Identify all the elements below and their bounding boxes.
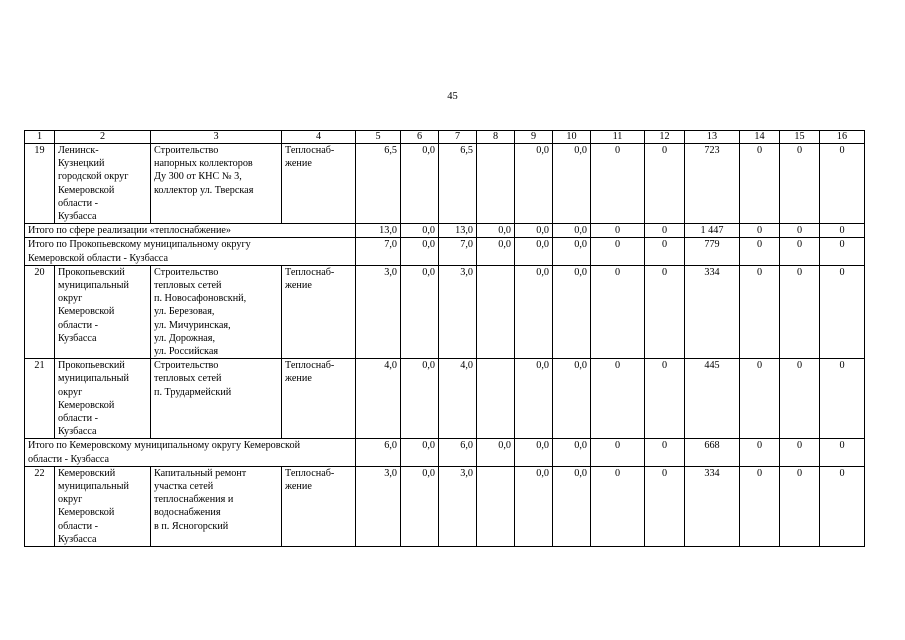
value-cell-v6: 0,0: [401, 466, 439, 546]
row-number: 19: [25, 144, 55, 224]
value-cell-v6: 0,0: [401, 224, 439, 238]
total-label: Итого по Кемеровскому муниципальному округу Кемеровской области - Кузбасса: [25, 439, 356, 466]
header-cell: 5: [356, 131, 401, 144]
row-number: 21: [25, 359, 55, 439]
value-cell-v15: 0: [780, 265, 820, 358]
value-cell-v16: 0: [820, 238, 865, 265]
value-cell-v5: 4,0: [356, 359, 401, 439]
value-cell-v12: 0: [645, 439, 685, 466]
action-cell: Строительство тепловых сетей п. Трудармейский: [151, 359, 282, 439]
header-cell: 2: [55, 131, 151, 144]
sphere-cell: Теплоснаб- жение: [282, 359, 356, 439]
value-cell-v6: 0,0: [401, 144, 439, 224]
value-cell-v8: 0,0: [477, 439, 515, 466]
value-cell-v15: 0: [780, 466, 820, 546]
header-cell: 7: [439, 131, 477, 144]
value-cell-v11: 0: [591, 439, 645, 466]
value-cell-v15: 0: [780, 439, 820, 466]
sphere-cell: Теплоснаб- жение: [282, 144, 356, 224]
value-cell-v13: 334: [685, 466, 740, 546]
value-cell-v9: 0,0: [515, 224, 553, 238]
value-cell-v11: 0: [591, 238, 645, 265]
value-cell-v12: 0: [645, 265, 685, 358]
value-cell-v13: 779: [685, 238, 740, 265]
header-cell: 1: [25, 131, 55, 144]
value-cell-v10: 0,0: [553, 144, 591, 224]
value-cell-v7: 13,0: [439, 224, 477, 238]
value-cell-v9: 0,0: [515, 466, 553, 546]
header-row: [25, 131, 865, 144]
header-cell: 13: [685, 131, 740, 144]
value-cell-v9: 0,0: [515, 144, 553, 224]
value-cell-v14: 0: [740, 144, 780, 224]
value-cell-v14: 0: [740, 359, 780, 439]
value-cell-v6: 0,0: [401, 359, 439, 439]
page-number: 45: [447, 91, 458, 102]
value-cell-v11: 0: [591, 144, 645, 224]
header-cell: 14: [740, 131, 780, 144]
value-cell-v13: 723: [685, 144, 740, 224]
header-cell: 8: [477, 131, 515, 144]
action-cell: Капитальный ремонт участка сетей теплоснабжения и водоснабжения в п. Ясногорский: [151, 466, 282, 546]
value-cell-v7: 7,0: [439, 238, 477, 265]
value-cell-v9: 0,0: [515, 238, 553, 265]
value-cell-v10: 0,0: [553, 466, 591, 546]
value-cell-v5: 6,5: [356, 144, 401, 224]
header-cell: 10: [553, 131, 591, 144]
value-cell-v8: 0,0: [477, 224, 515, 238]
value-cell-v6: 0,0: [401, 439, 439, 466]
header-cell: 6: [401, 131, 439, 144]
table-body: [25, 131, 865, 547]
header-cell: 3: [151, 131, 282, 144]
value-cell-v11: 0: [591, 466, 645, 546]
value-cell-v9: 0,0: [515, 439, 553, 466]
action-cell: Строительство напорных коллекторов Ду 300 от КНС № 3, коллектор ул. Тверская: [151, 144, 282, 224]
municipality-cell: Ленинск- Кузнецкий городской округ Кемеровской области - Кузбасса: [55, 144, 151, 224]
value-cell-v12: 0: [645, 224, 685, 238]
header-cell: 4: [282, 131, 356, 144]
value-cell-v10: 0,0: [553, 265, 591, 358]
value-cell-v14: 0: [740, 238, 780, 265]
value-cell-v12: 0: [645, 144, 685, 224]
table-row: [25, 359, 865, 439]
value-cell-v7: 3,0: [439, 265, 477, 358]
total-row: [25, 224, 865, 238]
value-cell-v5: 7,0: [356, 238, 401, 265]
value-cell-v8: [477, 265, 515, 358]
total-row: [25, 238, 865, 265]
value-cell-v12: 0: [645, 466, 685, 546]
sphere-cell: Теплоснаб- жение: [282, 466, 356, 546]
value-cell-v9: 0,0: [515, 359, 553, 439]
value-cell-v9: 0,0: [515, 265, 553, 358]
value-cell-v10: 0,0: [553, 238, 591, 265]
value-cell-v10: 0,0: [553, 359, 591, 439]
value-cell-v5: 3,0: [356, 466, 401, 546]
table-row: [25, 466, 865, 546]
value-cell-v15: 0: [780, 224, 820, 238]
value-cell-v11: 0: [591, 224, 645, 238]
value-cell-v8: [477, 359, 515, 439]
value-cell-v15: 0: [780, 144, 820, 224]
value-cell-v14: 0: [740, 265, 780, 358]
value-cell-v16: 0: [820, 439, 865, 466]
value-cell-v10: 0,0: [553, 439, 591, 466]
value-cell-v13: 668: [685, 439, 740, 466]
value-cell-v14: 0: [740, 224, 780, 238]
data-table: [24, 130, 865, 547]
value-cell-v16: 0: [820, 144, 865, 224]
value-cell-v15: 0: [780, 238, 820, 265]
header-cell: 9: [515, 131, 553, 144]
table-row: [25, 144, 865, 224]
value-cell-v12: 0: [645, 238, 685, 265]
value-cell-v14: 0: [740, 466, 780, 546]
table-row: [25, 265, 865, 358]
value-cell-v5: 13,0: [356, 224, 401, 238]
value-cell-v8: [477, 466, 515, 546]
value-cell-v15: 0: [780, 359, 820, 439]
value-cell-v12: 0: [645, 359, 685, 439]
value-cell-v13: 334: [685, 265, 740, 358]
value-cell-v11: 0: [591, 359, 645, 439]
value-cell-v7: 6,0: [439, 439, 477, 466]
value-cell-v14: 0: [740, 439, 780, 466]
value-cell-v11: 0: [591, 265, 645, 358]
value-cell-v5: 6,0: [356, 439, 401, 466]
value-cell-v7: 6,5: [439, 144, 477, 224]
value-cell-v5: 3,0: [356, 265, 401, 358]
value-cell-v13: 1 447: [685, 224, 740, 238]
value-cell-v16: 0: [820, 359, 865, 439]
header-cell: 15: [780, 131, 820, 144]
municipality-cell: Прокопьевский муниципальный округ Кемеровской области - Кузбасса: [55, 265, 151, 358]
value-cell-v8: 0,0: [477, 238, 515, 265]
municipality-cell: Прокопьевский муниципальный округ Кемеровской области - Кузбасса: [55, 359, 151, 439]
value-cell-v7: 3,0: [439, 466, 477, 546]
value-cell-v16: 0: [820, 224, 865, 238]
row-number: 22: [25, 466, 55, 546]
header-cell: 11: [591, 131, 645, 144]
header-cell: 16: [820, 131, 865, 144]
municipality-cell: Кемеровский муниципальный округ Кемеровской области - Кузбасса: [55, 466, 151, 546]
value-cell-v10: 0,0: [553, 224, 591, 238]
value-cell-v16: 0: [820, 265, 865, 358]
value-cell-v8: [477, 144, 515, 224]
value-cell-v7: 4,0: [439, 359, 477, 439]
row-number: 20: [25, 265, 55, 358]
action-cell: Строительство тепловых сетей п. Новосафоновскнй, ул. Березовая, ул. Мичуринская, ул. Дорожная, ул. Российская: [151, 265, 282, 358]
total-row: [25, 439, 865, 466]
total-label: Итого по Прокопьевскому муниципальному округу Кемеровской области - Кузбасса: [25, 238, 356, 265]
sphere-cell: Теплоснаб- жение: [282, 265, 356, 358]
value-cell-v13: 445: [685, 359, 740, 439]
value-cell-v16: 0: [820, 466, 865, 546]
total-label: Итого по сфере реализации «теплоснабжение»: [25, 224, 356, 238]
value-cell-v6: 0,0: [401, 238, 439, 265]
value-cell-v6: 0,0: [401, 265, 439, 358]
header-cell: 12: [645, 131, 685, 144]
